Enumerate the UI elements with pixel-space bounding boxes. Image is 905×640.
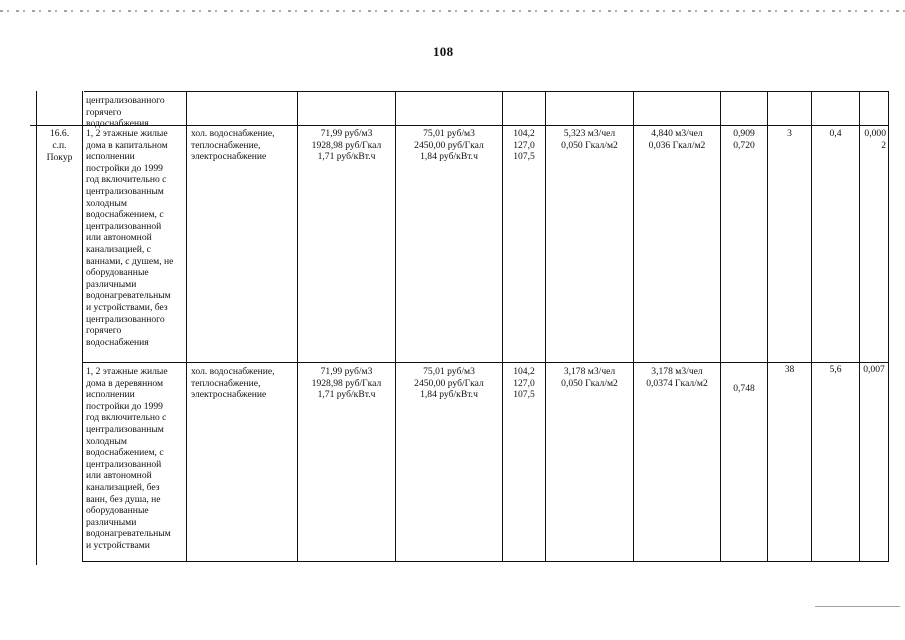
- row-tariffs-current: 71,99 руб/м3 1928,98 руб/Гкал 1,71 руб/кВт.ч: [311, 128, 382, 163]
- row-col-12: 0,4: [829, 128, 842, 139]
- row-settlement: с.п. Покур: [46, 140, 73, 163]
- row-col-12: 5,6: [829, 364, 842, 375]
- table-bottom-border: [82, 561, 889, 562]
- row-col-13: 0,007: [863, 364, 885, 375]
- column-line: [186, 91, 187, 561]
- row-index: 104,2 127,0 107,5: [513, 128, 535, 163]
- column-line: [811, 91, 812, 561]
- column-line: [545, 91, 546, 561]
- row-services: хол. водоснабжение, теплоснабжение, электроснабжение: [191, 366, 275, 401]
- row-norm-2: 3,178 м3/чел 0,0374 Гкал/м2: [646, 366, 708, 389]
- row-col-11: 3: [787, 128, 792, 139]
- row-norm-1: 5,323 м3/чел 0,050 Гкал/м2: [561, 128, 618, 151]
- column-line: [633, 91, 634, 561]
- row-tariffs-next: 75,01 руб/м3 2450,00 руб/Гкал 1,84 руб/кВт.ч: [414, 128, 484, 163]
- row-norm-2: 4,840 м3/чел 0,036 Гкал/м2: [648, 128, 706, 151]
- row-col-11: 38: [784, 364, 795, 375]
- continuation-description: централизованного горячего водоснабжения: [86, 95, 165, 130]
- row-col-13: 0,000 2: [864, 128, 886, 151]
- row-description: 1, 2 этажные жилые дома в деревянном исполнении постройки до 1999 год включительно с централизованным холодным водоснабжением, с централизованной или автономной канализацией, без ванн, без душа, не оборудованные различными водонагревательным и устройствами: [86, 366, 171, 551]
- row-number: 16.6.: [49, 128, 70, 139]
- column-line: [720, 91, 721, 561]
- row-index: 104,2 127,0 107,5: [513, 366, 535, 401]
- row-services: хол. водоснабжение, теплоснабжение, электроснабжение: [191, 128, 275, 163]
- row-tariffs-current: 71,99 руб/м3 1928,98 руб/Гкал 1,71 руб/кВт.ч: [311, 366, 382, 401]
- row-coefficient: 0,748: [733, 383, 755, 394]
- page-number: 108: [433, 44, 454, 59]
- row-coefficient: 0,909 0,720: [733, 128, 755, 151]
- column-line: [82, 91, 83, 561]
- table-top-border: [84, 91, 889, 92]
- row-tariffs-next: 75,01 руб/м3 2450,00 руб/Гкал 1,84 руб/кВт.ч: [414, 366, 484, 401]
- column-line: [888, 91, 889, 561]
- column-line: [767, 91, 768, 561]
- row-norm-1: 3,178 м3/чел 0,050 Гкал/м2: [561, 366, 618, 389]
- row-description: 1, 2 этажные жилые дома в капитальном исполнении постройки до 1999 год включительно с централизованным холодным водоснабжением, с централизованной или автономной канализацией, с ваннами, с душем, не оборудованные различными водонагревательным и устройствами, без централизованного горячего водоснабжения: [86, 128, 174, 348]
- column-line: [859, 91, 860, 561]
